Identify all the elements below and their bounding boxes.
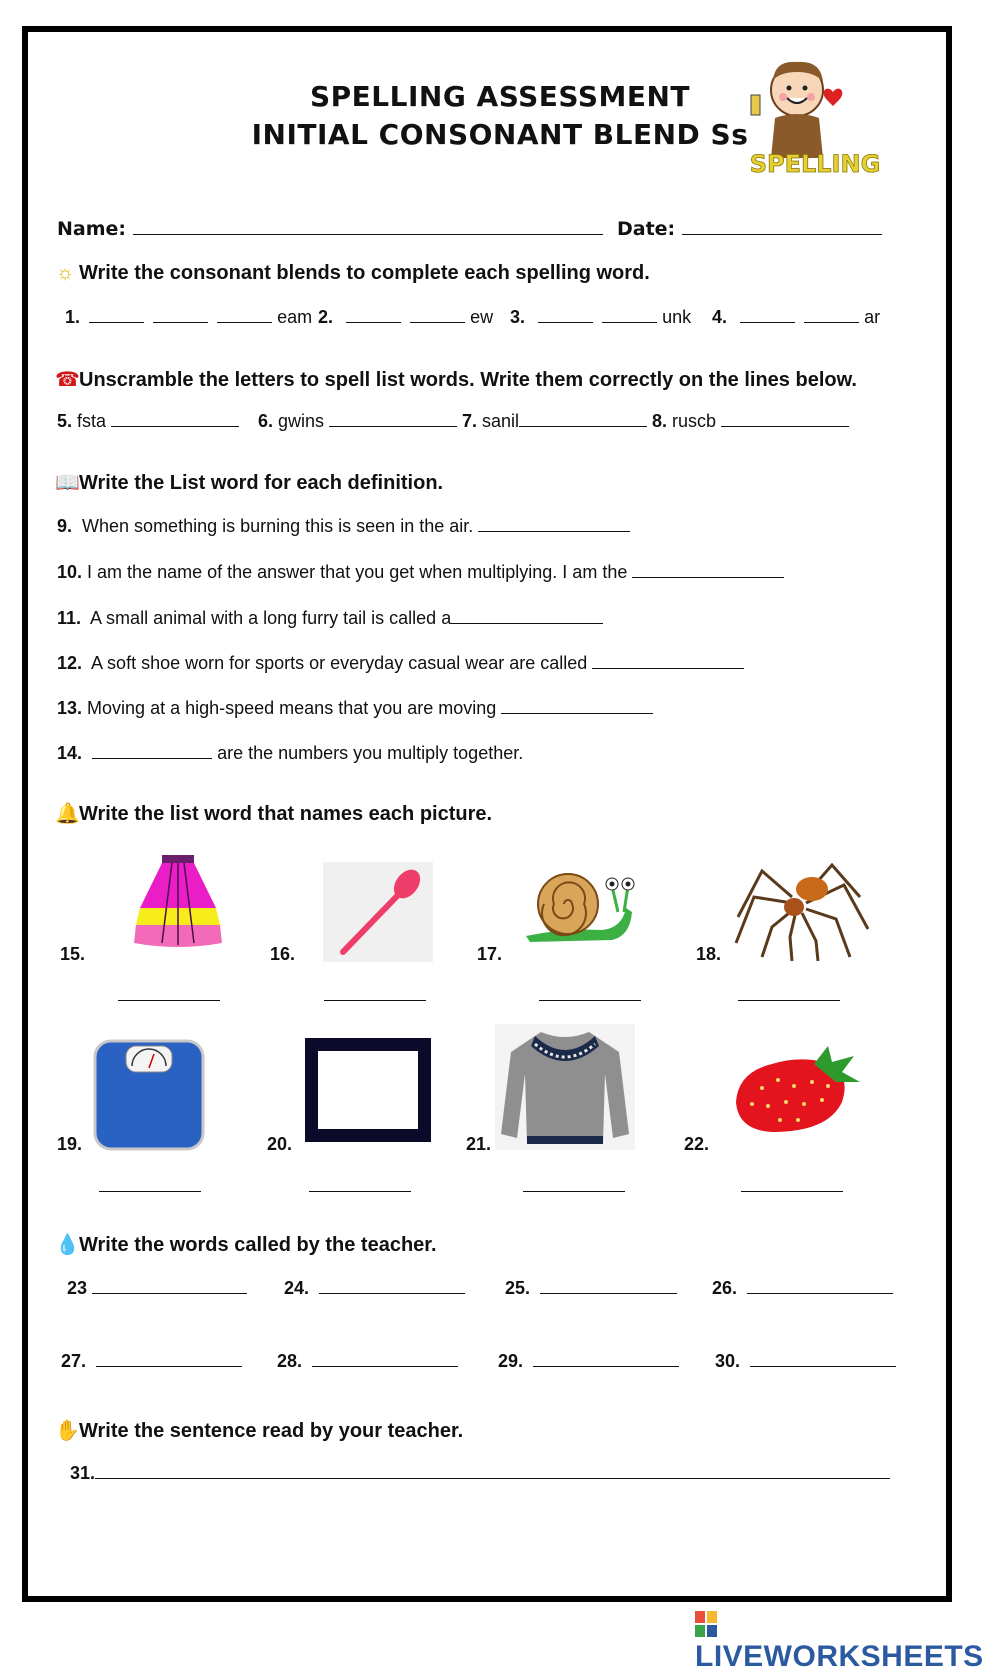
definition-item-13: 13. Moving at a high-speed means that you are moving: [57, 697, 653, 719]
answer-line[interactable]: [501, 697, 653, 714]
dictation-item-29: 29.: [498, 1350, 679, 1372]
bell-icon: 🔔: [55, 803, 80, 825]
answer-line[interactable]: [632, 561, 784, 578]
blend-blank[interactable]: [410, 306, 465, 323]
dictation-item-28: 28.: [277, 1350, 458, 1372]
blend-item-1: 1. eam: [65, 307, 313, 327]
blend-blank[interactable]: [217, 306, 272, 323]
title-line-2: INITIAL CONSONANT BLEND Ss: [251, 118, 749, 151]
telephone-icon: ☎: [55, 369, 80, 391]
unscramble-item-7: 7. sanil: [462, 410, 647, 432]
dictation-item-25: 25.: [505, 1277, 677, 1299]
answer-line[interactable]: [478, 515, 630, 532]
picture-answer-21[interactable]: [523, 1175, 625, 1192]
picture-answer-18[interactable]: [738, 984, 840, 1001]
picture-answer-17[interactable]: [539, 984, 641, 1001]
answer-line[interactable]: [451, 607, 603, 624]
section-2-heading: ☎Unscramble the letters to spell list words. Write them correctly on the lines below.: [55, 369, 857, 391]
square-picture: [305, 1038, 431, 1142]
dictation-item-24: 24.: [284, 1277, 465, 1299]
picture-num-22: 22.: [684, 1134, 710, 1154]
book-icon: 📖: [55, 472, 80, 494]
section-4-heading: 🔔Write the list word that names each picture.: [55, 803, 493, 825]
answer-line[interactable]: [329, 410, 457, 427]
definition-item-12: 12. A soft shoe worn for sports or everyday casual wear are called: [57, 652, 744, 674]
dictation-item-26: 26.: [712, 1277, 893, 1299]
answer-line[interactable]: [92, 742, 212, 759]
picture-num-19: 19.: [57, 1134, 83, 1154]
blend-blank[interactable]: [538, 306, 593, 323]
blend-blank[interactable]: [602, 306, 657, 323]
section-3-heading: 📖Write the List word for each definition.: [55, 472, 444, 494]
date-row: [617, 218, 882, 240]
sentence-item-31: 31.: [70, 1462, 890, 1484]
unscramble-item-5: 5. fsta: [57, 410, 239, 432]
answer-line[interactable]: [96, 1350, 242, 1367]
answer-line[interactable]: [540, 1277, 677, 1294]
sweater-picture: [495, 1024, 635, 1150]
blend-blank[interactable]: [804, 306, 859, 323]
definition-item-11: 11. A small animal with a long furry tail is called a: [57, 607, 603, 629]
unscramble-item-8: 8. ruscb: [652, 410, 849, 432]
blend-item-2: 2. ew: [318, 307, 494, 327]
definition-item-14: 14. are the numbers you multiply together.: [57, 743, 524, 763]
dictation-item-27: 27.: [61, 1350, 242, 1372]
date-label: Date:: [617, 218, 676, 240]
picture-num-16: 16.: [270, 944, 296, 964]
definition-item-10: 10. I am the name of the answer that you get when multiplying. I am the: [57, 561, 784, 583]
blend-blank[interactable]: [740, 306, 795, 323]
section-6-heading: ✋Write the sentence read by your teacher.: [55, 1420, 464, 1442]
blend-blank[interactable]: [153, 306, 208, 323]
section-5-heading: 💧Write the words called by the teacher.: [55, 1234, 437, 1256]
snail-picture: [522, 868, 640, 948]
date-field[interactable]: [682, 218, 882, 235]
sentence-answer-line[interactable]: [95, 1462, 890, 1479]
title-line-1: SPELLING ASSESSMENT: [309, 80, 691, 113]
answer-line[interactable]: [592, 652, 744, 669]
answer-line[interactable]: [750, 1350, 896, 1367]
picture-answer-19[interactable]: [99, 1175, 201, 1192]
scale-picture: [92, 1038, 206, 1152]
dictation-item-23: 23: [67, 1277, 247, 1299]
picture-answer-15[interactable]: [118, 984, 220, 1001]
answer-line[interactable]: [747, 1277, 893, 1294]
spelling-logo: [745, 50, 885, 180]
drop-icon: 💧: [55, 1234, 80, 1256]
name-field[interactable]: [133, 218, 603, 235]
unscramble-item-6: 6. gwins: [258, 410, 457, 432]
name-label: Name:: [57, 218, 127, 240]
name-row: [57, 218, 603, 240]
answer-line[interactable]: [312, 1350, 458, 1367]
sun-icon: ☼: [55, 262, 75, 284]
blend-blank[interactable]: [346, 306, 401, 323]
blend-blank[interactable]: [89, 306, 144, 323]
picture-num-21: 21.: [466, 1134, 492, 1154]
dictation-item-30: 30.: [715, 1350, 896, 1372]
picture-num-15: 15.: [60, 944, 86, 964]
logo-text: SPELLING: [749, 150, 881, 178]
liveworksheets-brand: LIVEWORKSHEETS: [695, 1606, 1000, 1674]
section-1-heading: ☼ Write the consonant blends to complete each spelling word.: [55, 262, 650, 284]
answer-line[interactable]: [111, 410, 239, 427]
spider-picture: [732, 857, 872, 962]
picture-answer-16[interactable]: [324, 984, 426, 1001]
answer-line[interactable]: [721, 410, 849, 427]
blend-item-4: 4. ar: [712, 307, 881, 327]
strawberry-picture: [732, 1042, 862, 1138]
picture-num-17: 17.: [477, 944, 503, 964]
picture-answer-22[interactable]: [741, 1175, 843, 1192]
answer-line[interactable]: [533, 1350, 679, 1367]
answer-line[interactable]: [319, 1277, 465, 1294]
answer-line[interactable]: [519, 410, 647, 427]
spoon-picture: [323, 862, 433, 962]
picture-num-20: 20.: [267, 1134, 293, 1154]
blend-item-3: 3. unk: [510, 307, 692, 327]
liveworksheets-logo-icon: [695, 1611, 717, 1637]
answer-line[interactable]: [92, 1277, 247, 1294]
picture-num-18: 18.: [696, 944, 722, 964]
picture-answer-20[interactable]: [309, 1175, 411, 1192]
skirt-picture: [132, 853, 224, 949]
definition-item-9: 9. When something is burning this is seen in the air.: [57, 515, 630, 537]
hand-icon: ✋: [55, 1420, 80, 1442]
